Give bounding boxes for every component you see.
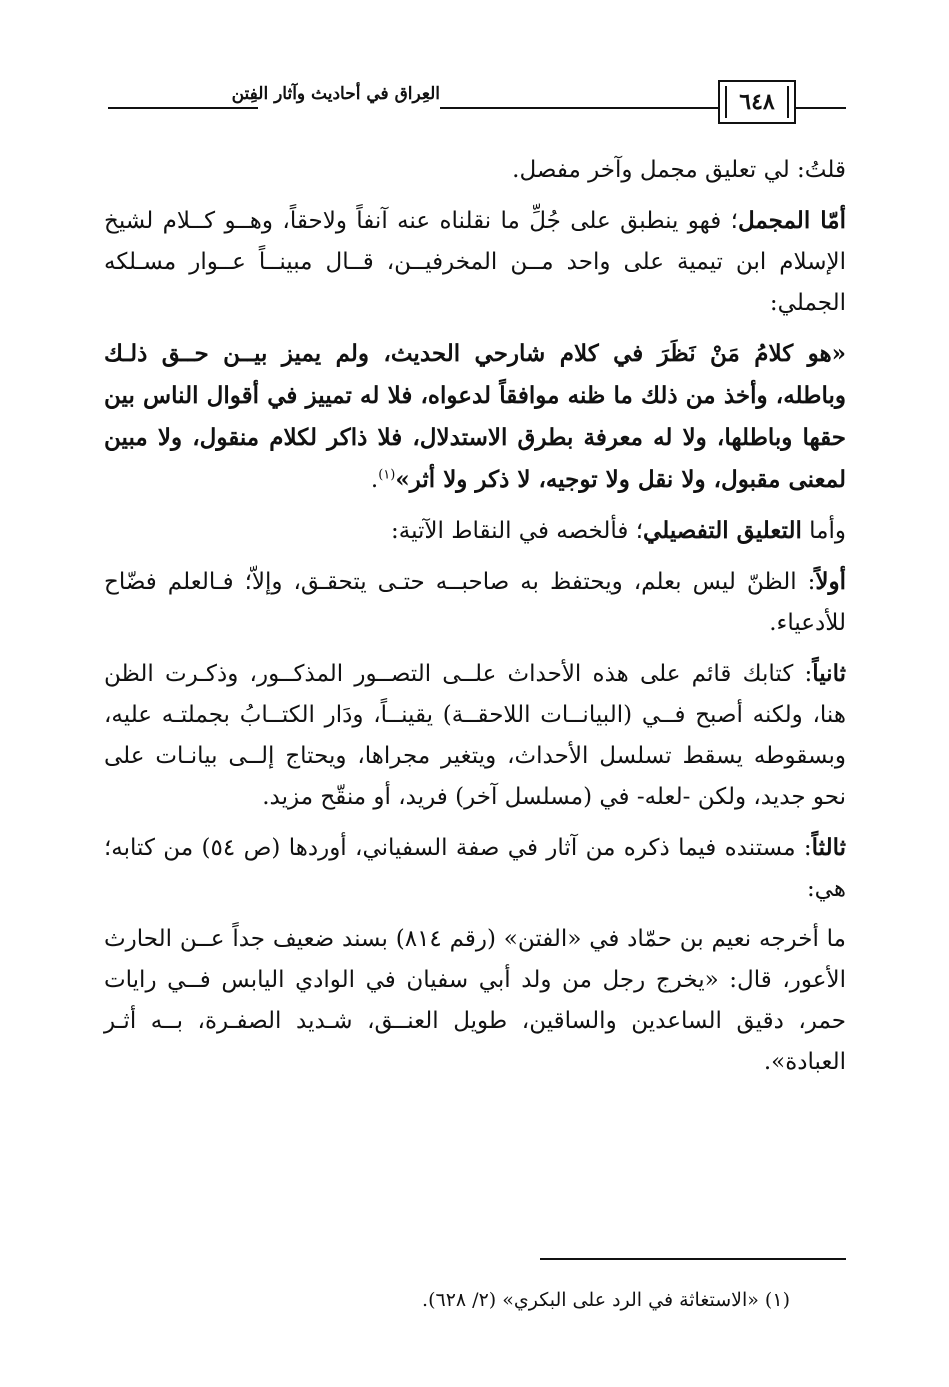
paragraph-1: قلتُ: لي تعليق مجمل وآخر مفصل. [512,157,846,183]
header-rule-left [108,107,258,109]
paragraph-5: أولاً: الظنّ ليس بعلم، ويحتفظ به صاحبــه حتـى يتحقـق، وإلاّ؛ فـالعلم فضّاح للأدعياء. [104,568,846,636]
main-text [104,150,846,1092]
page-number-frame [725,86,789,118]
running-title: العِراق في أحاديث وآثار الفِتن [231,84,440,104]
page-number-box [718,80,796,124]
paragraph-lead: ثانياً [812,660,846,687]
paragraph-lead: ثالثاً [811,834,846,861]
running-header [100,80,846,126]
paragraph-4: وأما التعليق التفصيلي؛ فألخصه في النقاط الآتية: [390,517,846,544]
paragraph-6: ثانياً: كتابك قائم على هذه الأحداث علــى التصــور المذكــور، وذكـرت الظن هنا، ولكنه أصبح فــي (البيانــات اللاحقــة) يقينــاً، ودَار الكتــابُ بجملتـه عليه، وبسقوطه يسقط تسلسل الأحداث، ويتغير مجراها، ويحتاج إلــى بيانـات على نحو جديد، ولكن -لعله- في (مسلسل آخر) فريد، أو منقّح مزيد. [104,660,846,810]
paragraph-7: ثالثاً: مستنده فيما ذكره من آثار في صفة السفياني، أوردها (ص ٥٤) من كتابه؛ هي: [104,834,846,902]
paragraph-lead: أمّا المجمل [737,207,846,234]
paragraph-3-quote: «هو كلامُ مَنْ نَظَرَ في كلام شارحي الحديث، ولم يميز بيــن حــق ذلـك وباطله، وأخذ من ذلك ما ظنه موافقاً لدعواه، فلا له تمييز في أقوال الناس بين حقها وباطلها، ولا له معرفة بطرق الاستدلال، فلا ذاكر لكلام منقول، ولا مبين لمعنى مقبول، ولا نقل ولا توجيه، لا ذكر ولا أثر»$^{(١)}$. [104,340,846,493]
paragraph-lead: أولاً [815,568,846,595]
paragraph-8: ما أخرجه نعيم بن حمّاد في «الفتن» (رقم ٨١٤) بسند ضعيف جداً عــن الحارث الأعور، قال: «يخرج رجل من ولد أبي سفيان في الوادي اليابس فــي رايات حمر، دقيق الساعدين والساقين، طويل العنــق، شـديد الصفـرة، بــه أثـر العبادة». [104,926,846,1075]
paragraph-lead: التعليق التفصيلي [643,517,802,544]
footnote-1: (١) «الاستغاثة في الرد على البكري» (٢/ ٦٢٨). [422,1289,790,1311]
page-number: ٦٤٨ [739,89,775,115]
footnote-separator [540,1258,846,1260]
footnote-reference[interactable]: (١) [378,467,396,483]
paragraph-2: أمّا المجمل؛ فهو ينطبق على جُلِّ ما نقلناه عنه آنفاً ولاحقاً، وهــو كــلام لشيخ الإسلام ابن تيمية على واحد مــن المخرفيــن، قــال مبينــاً عــوار مسـلكه الجملي: [104,207,846,316]
header-rule-right [792,107,846,109]
